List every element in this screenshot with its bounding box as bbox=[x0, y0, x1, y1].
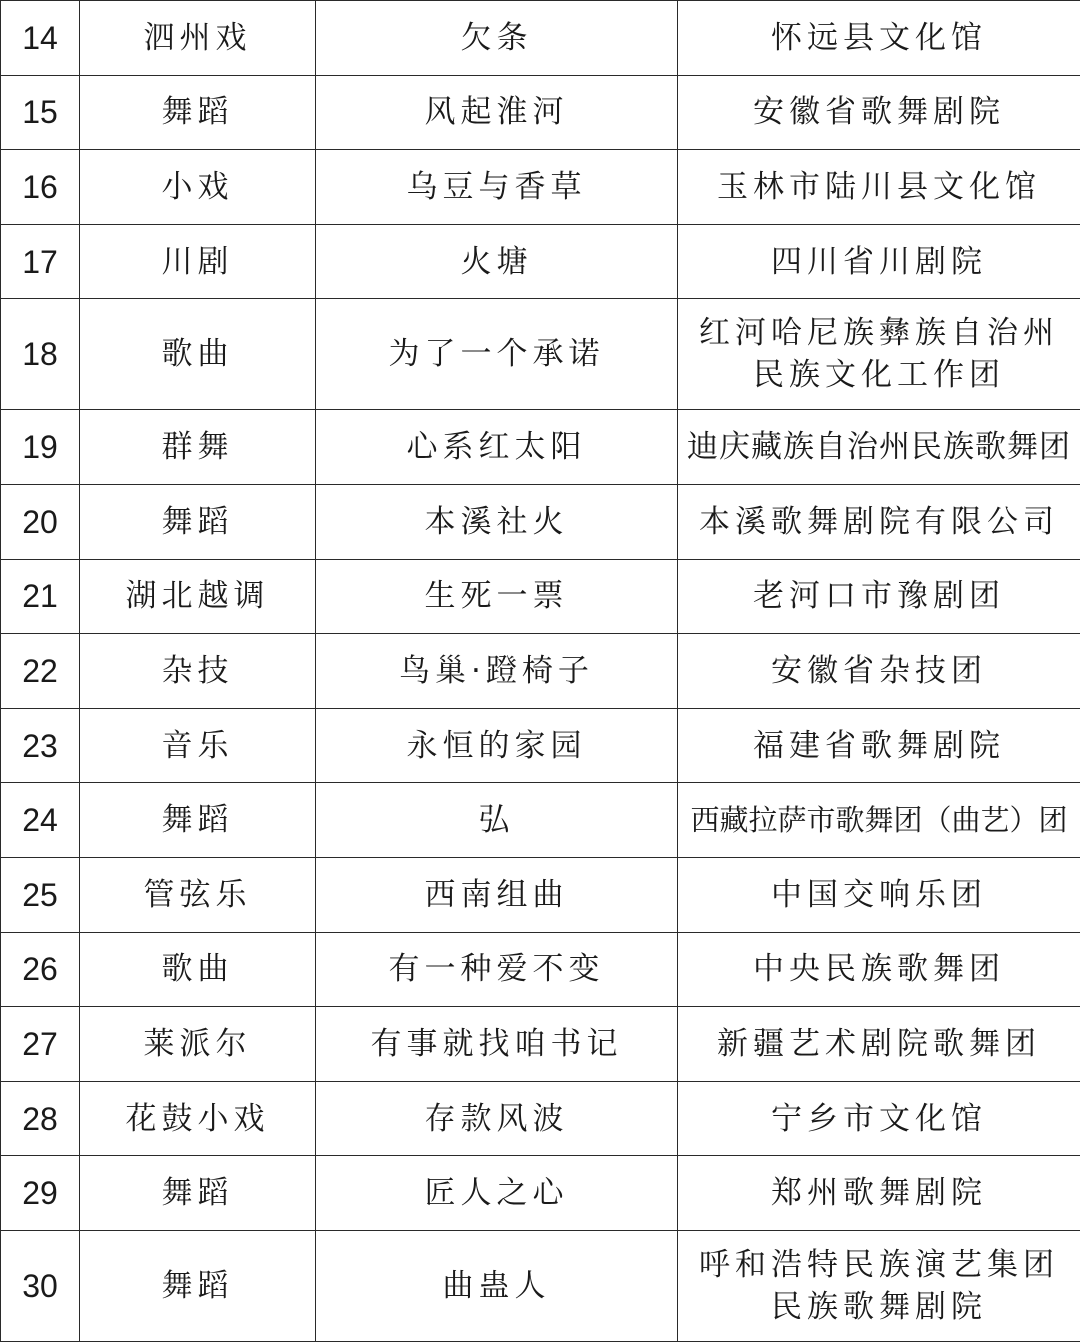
unit-cell bbox=[678, 1230, 1080, 1341]
category-cell: 舞蹈 bbox=[80, 484, 316, 559]
title-cell: 火塘 bbox=[316, 224, 678, 299]
table-row bbox=[1, 857, 1080, 932]
unit-cell: 宁乡市文化馆 bbox=[678, 1081, 1080, 1156]
title-cell: 曲蛊人 bbox=[316, 1230, 678, 1341]
unit-line-2: 民族文化工作团 bbox=[684, 354, 1074, 396]
title-cell: 弘 bbox=[316, 783, 678, 858]
title-cell: 永恒的家园 bbox=[316, 708, 678, 783]
title-cell: 本溪社火 bbox=[316, 484, 678, 559]
table-row bbox=[1, 708, 1080, 783]
category-cell: 舞蹈 bbox=[80, 1230, 316, 1341]
table-row bbox=[1, 299, 1080, 410]
table-row bbox=[1, 484, 1080, 559]
row-number: 16 bbox=[1, 150, 80, 225]
row-number: 30 bbox=[1, 1230, 80, 1341]
row-number: 20 bbox=[1, 484, 80, 559]
unit-cell: 西藏拉萨市歌舞团（曲艺）团 bbox=[678, 783, 1080, 858]
title-cell: 有事就找咱书记 bbox=[316, 1007, 678, 1082]
table-row bbox=[1, 559, 1080, 634]
title-cell: 存款风波 bbox=[316, 1081, 678, 1156]
title-cell: 西南组曲 bbox=[316, 857, 678, 932]
table-row bbox=[1, 1081, 1080, 1156]
category-cell: 音乐 bbox=[80, 708, 316, 783]
category-cell: 舞蹈 bbox=[80, 1156, 316, 1231]
unit-cell bbox=[678, 299, 1080, 410]
table-row bbox=[1, 783, 1080, 858]
unit-cell: 本溪歌舞剧院有限公司 bbox=[678, 484, 1080, 559]
unit-cell: 安徽省歌舞剧院 bbox=[678, 75, 1080, 150]
row-number: 21 bbox=[1, 559, 80, 634]
unit-cell: 郑州歌舞剧院 bbox=[678, 1156, 1080, 1231]
unit-cell: 四川省川剧院 bbox=[678, 224, 1080, 299]
table-row bbox=[1, 932, 1080, 1007]
unit-line-1: 红河哈尼族彝族自治州 bbox=[684, 312, 1074, 354]
unit-line-2: 民族歌舞剧院 bbox=[684, 1286, 1074, 1328]
table-row bbox=[1, 634, 1080, 709]
title-cell: 匠人之心 bbox=[316, 1156, 678, 1231]
category-cell: 歌曲 bbox=[80, 932, 316, 1007]
title-cell: 鸟巢·蹬椅子 bbox=[316, 634, 678, 709]
title-cell: 欠条 bbox=[316, 1, 678, 76]
table-row bbox=[1, 410, 1080, 485]
category-cell: 群舞 bbox=[80, 410, 316, 485]
category-cell: 歌曲 bbox=[80, 299, 316, 410]
title-cell: 有一种爱不变 bbox=[316, 932, 678, 1007]
row-number: 24 bbox=[1, 783, 80, 858]
category-cell: 湖北越调 bbox=[80, 559, 316, 634]
row-number: 28 bbox=[1, 1081, 80, 1156]
unit-cell: 玉林市陆川县文化馆 bbox=[678, 150, 1080, 225]
row-number: 18 bbox=[1, 299, 80, 410]
category-cell: 泗州戏 bbox=[80, 1, 316, 76]
title-cell: 乌豆与香草 bbox=[316, 150, 678, 225]
category-cell: 管弦乐 bbox=[80, 857, 316, 932]
unit-cell: 中央民族歌舞团 bbox=[678, 932, 1080, 1007]
unit-cell: 福建省歌舞剧院 bbox=[678, 708, 1080, 783]
unit-cell: 老河口市豫剧团 bbox=[678, 559, 1080, 634]
unit-cell: 新疆艺术剧院歌舞团 bbox=[678, 1007, 1080, 1082]
table-row bbox=[1, 224, 1080, 299]
table-row bbox=[1, 1230, 1080, 1341]
unit-cell: 怀远县文化馆 bbox=[678, 1, 1080, 76]
category-cell: 川剧 bbox=[80, 224, 316, 299]
title-cell: 为了一个承诺 bbox=[316, 299, 678, 410]
table-row bbox=[1, 1, 1080, 76]
row-number: 26 bbox=[1, 932, 80, 1007]
title-cell: 心系红太阳 bbox=[316, 410, 678, 485]
row-number: 25 bbox=[1, 857, 80, 932]
table-row bbox=[1, 1156, 1080, 1231]
unit-cell: 安徽省杂技团 bbox=[678, 634, 1080, 709]
row-number: 19 bbox=[1, 410, 80, 485]
unit-cell: 中国交响乐团 bbox=[678, 857, 1080, 932]
row-number: 29 bbox=[1, 1156, 80, 1231]
row-number: 27 bbox=[1, 1007, 80, 1082]
unit-cell: 迪庆藏族自治州民族歌舞团 bbox=[678, 410, 1080, 485]
row-number: 23 bbox=[1, 708, 80, 783]
unit-line-1: 呼和浩特民族演艺集团 bbox=[684, 1244, 1074, 1286]
title-cell: 生死一票 bbox=[316, 559, 678, 634]
row-number: 14 bbox=[1, 1, 80, 76]
title-cell: 风起淮河 bbox=[316, 75, 678, 150]
category-cell: 小戏 bbox=[80, 150, 316, 225]
category-cell: 舞蹈 bbox=[80, 783, 316, 858]
row-number: 17 bbox=[1, 224, 80, 299]
category-cell: 莱派尔 bbox=[80, 1007, 316, 1082]
row-number: 15 bbox=[1, 75, 80, 150]
row-number: 22 bbox=[1, 634, 80, 709]
table-row bbox=[1, 150, 1080, 225]
category-cell: 花鼓小戏 bbox=[80, 1081, 316, 1156]
table-row bbox=[1, 1007, 1080, 1082]
category-cell: 舞蹈 bbox=[80, 75, 316, 150]
table-row bbox=[1, 75, 1080, 150]
category-cell: 杂技 bbox=[80, 634, 316, 709]
